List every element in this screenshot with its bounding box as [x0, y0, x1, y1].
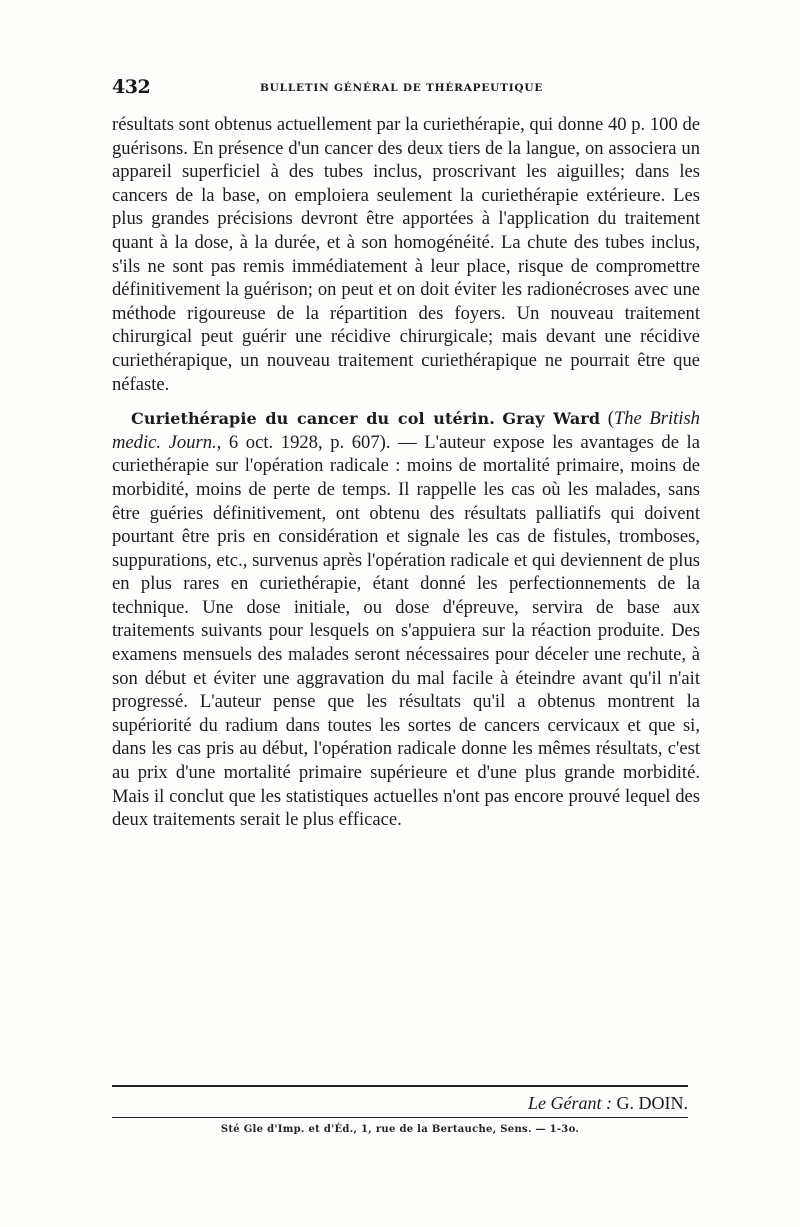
page-header — [112, 76, 702, 100]
signature — [528, 1093, 688, 1114]
article-paragraph — [112, 407, 700, 832]
footer-rule-top — [112, 1085, 688, 1087]
article-author: Gray Ward — [502, 409, 601, 429]
signature-label: Le Gérant : — [528, 1093, 612, 1113]
signature-name: G. DOIN. — [616, 1093, 688, 1113]
article-title: Curiethérapie du cancer du col utérin. — [131, 409, 495, 429]
footer-rule-bottom — [112, 1117, 688, 1118]
printer-imprint: Sté Gle d'Imp. et d'Éd., 1, rue de la Bertauche, Sens. — 1-3o. — [220, 1124, 580, 1135]
page-number: 432 — [112, 76, 151, 98]
source-open: ( — [607, 408, 614, 430]
article-text: — L'auteur expose les avantages de la curiethérapie sur l'opération radicale : moins de mortalité primaire, moins de morbidité, moins de perte de temps. Il rappelle les cas où les malades, sans être guéries définitivement, ont obtenu des résultats palliatifs qui doivent pourtant être pris en considération et signale les cas de fistules, tromboses, suppurations, etc., survenus après l'opération radicale et qui deviennent de plus en plus rares en curiethérapie, étant donné les perfectionnements de la technique. Une dose initiale, ou dose d'épreuve, servira de base aux traitements suivants pour lesquels on s'appuiera sur la réaction produite. Des examens mensuels des malades seront nécessaires pour déceler une rechute, à son début et éviter une aggravation du mal facile à éteindre avant qu'il n'ait progressé. L'auteur pense que les résultats qu'il a obtenus montrent la supériorité du radium dans toutes les sortes de cancers cervicaux et que si, dans les cas pris au début, l'opération radicale donne les mêmes résultats, c'est au prix d'une mortalité primaire supérieure et d'une plus grande morbidité. Mais il conclut que les statistiques actuelles n'ont pas encore prouvé lequel des deux traitements serait le plus efficace. — [112, 431, 700, 831]
journal-title: The British medic. Journ. — [112, 408, 700, 453]
source-detail: , 6 oct. 1928, p. 607). — [216, 431, 391, 453]
body-text — [112, 113, 700, 832]
running-title: BULLETIN GÉNÉRAL DE THÉRAPEUTIQUE — [260, 82, 544, 94]
paragraph-continuation: résultats sont obtenus actuellement par la curiethérapie, qui donne 40 p. 100 de guérisons. En présence d'un cancer des deux tiers de la langue, on associera un appareil superficiel à des tubes inclus, proscrivant les aiguilles; dans les cancers de la base, on emploiera seulement la curiethérapie extérieure. Les plus grandes précisions devront être apportées à l'application du traitement quant à la dose, à la durée, et à son homogénéité. La chute des tubes inclus, s'ils ne sont pas remis immédiatement à leur place, risque de compromettre définitivement la guérison; on peut et on doit éviter les radionécroses avec une méthode rigoureuse de la répartition des foyers. Un nouveau traitement chirurgical peut guérir une récidive chirurgicale; mais devant une récidive curiethérapique, un nouveau traitement curiethérapique ne pourrait être que néfaste. — [112, 114, 700, 395]
